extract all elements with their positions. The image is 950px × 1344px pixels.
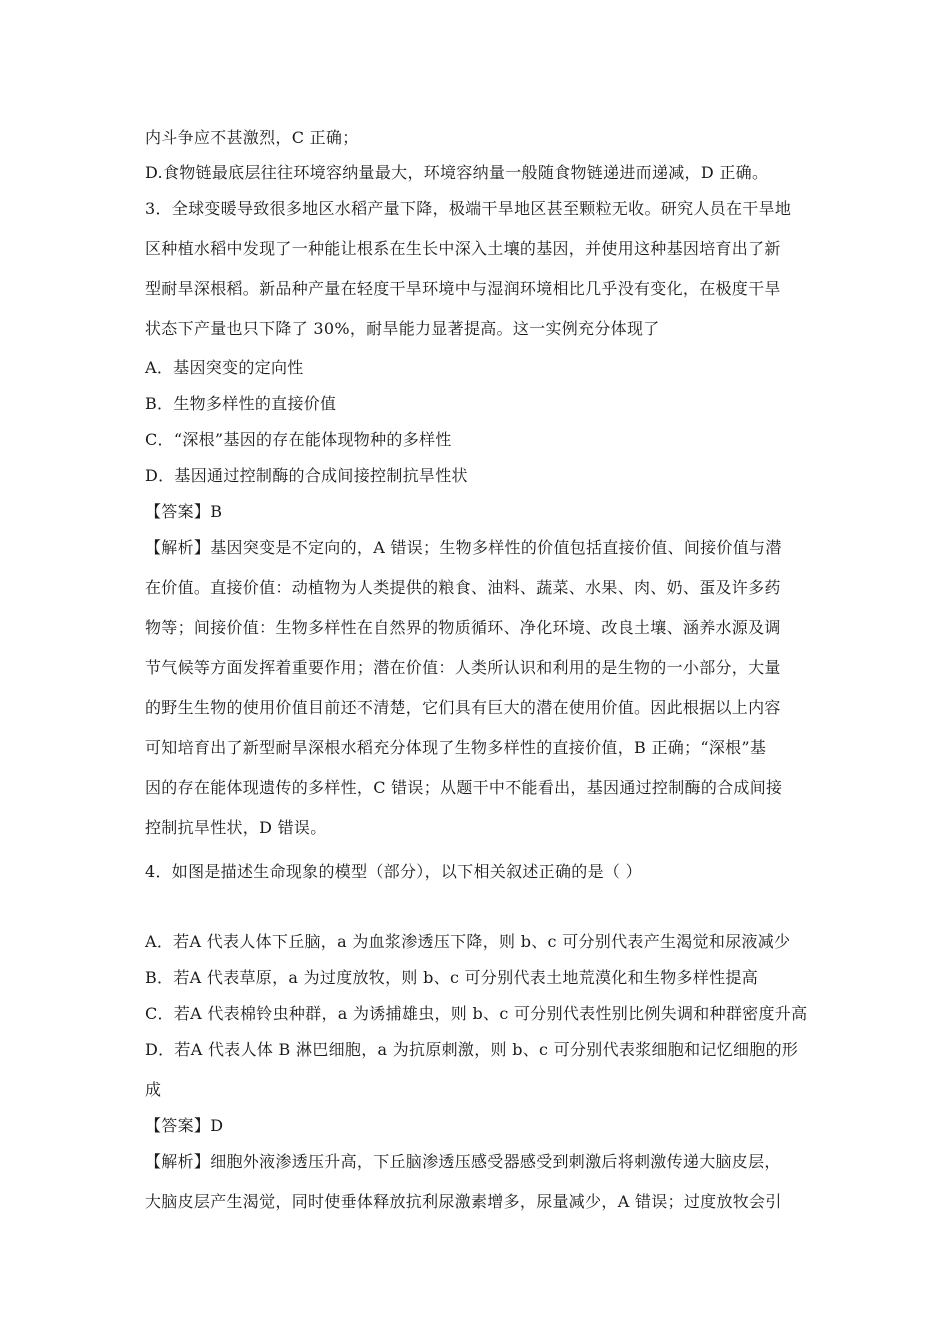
option-d: D．基因通过控制酶的合成间接控制抗旱性状 [145, 466, 468, 485]
analysis-line: 【解析】细胞外液渗透压升高，下丘脑渗透压感受器感受到刺激后将刺激传递大脑皮层， [145, 1152, 781, 1171]
analysis-line: 控制抗旱性状，D 错误。 [145, 818, 327, 837]
analysis-line: 因的存在能体现遗传的多样性，C 错误；从题干中不能看出，基因通过控制酶的合成间接 [145, 778, 783, 797]
answer-line: 【答案】D [145, 1116, 224, 1135]
analysis-line: 大脑皮层产生渴觉，同时使垂体释放抗利尿激素增多，尿量减少，A 错误；过度放牧会引 [145, 1192, 782, 1211]
option-d: D．若A 代表人体 B 淋巴细胞，a 为抗原刺激，则 b、c 可分别代表浆细胞和记忆细胞的形 [145, 1040, 799, 1059]
text-line: 内斗争应不甚激烈，C 正确； [145, 128, 359, 147]
text-line: D.食物链最底层往往环境容纳量最大，环境容纳量一般随食物链递进而递减，D 正确。 [145, 163, 769, 182]
option-d-continuation: 成 [145, 1080, 162, 1099]
analysis-line: 在价值。直接价值：动植物为人类提供的粮食、油料、蔬菜、水果、肉、奶、蛋及许多药 [145, 578, 781, 597]
analysis-line: 物等；间接价值：生物多样性在自然界的物质循环、净化环境、改良土壤、涵养水源及调 [145, 618, 781, 637]
analysis-line: 可知培育出了新型耐旱深根水稻充分体现了生物多样性的直接价值，B 正确；“深根”基 [145, 738, 767, 757]
analysis-line: 的野生生物的使用价值目前还不清楚，它们具有巨大的潜在使用价值。因此根据以上内容 [145, 698, 781, 717]
question-3-line: 区种植水稻中发现了一种能让根系在生长中深入土壤的基因，并使用这种基因培育出了新 [145, 239, 781, 258]
question-3-line: 状态下产量也只下降了 30%，耐旱能力显著提高。这一实例充分体现了 [145, 319, 660, 338]
option-b: B．若A 代表草原，a 为过度放牧，则 b、c 可分别代表土地荒漠化和生物多样性提高 [145, 968, 758, 987]
option-a: A．若A 代表人体下丘脑，a 为血浆渗透压下降，则 b、c 可分别代表产生渴觉和尿液减少 [145, 932, 791, 951]
option-c: C．“深根”基因的存在能体现物种的多样性 [145, 430, 452, 449]
analysis-line: 节气候等方面发挥着重要作用；潜在价值：人类所认识和利用的是生物的一小部分，大量 [145, 658, 781, 677]
question-4-line: 4．如图是描述生命现象的模型（部分），以下相关叙述正确的是（ ） [145, 862, 642, 881]
option-b: B．生物多样性的直接价值 [145, 394, 337, 413]
answer-line: 【答案】B [145, 502, 223, 521]
option-a: A．基因突变的定向性 [145, 358, 304, 377]
question-3-line: 型耐旱深根稻。新品种产量在轻度干旱环境中与湿润环境相比几乎没有变化，在极度干旱 [145, 279, 781, 298]
analysis-line: 【解析】基因突变是不定向的，A 错误；生物多样性的价值包括直接价值、间接价值与潜 [145, 538, 782, 557]
option-c: C．若A 代表棉铃虫种群，a 为诱捕雄虫，则 b、c 可分别代表性别比例失调和种群密度升高 [145, 1004, 808, 1023]
question-3-line: 3．全球变暖导致很多地区水稻产量下降，极端干旱地区甚至颗粒无收。研究人员在干旱地 [145, 199, 792, 218]
